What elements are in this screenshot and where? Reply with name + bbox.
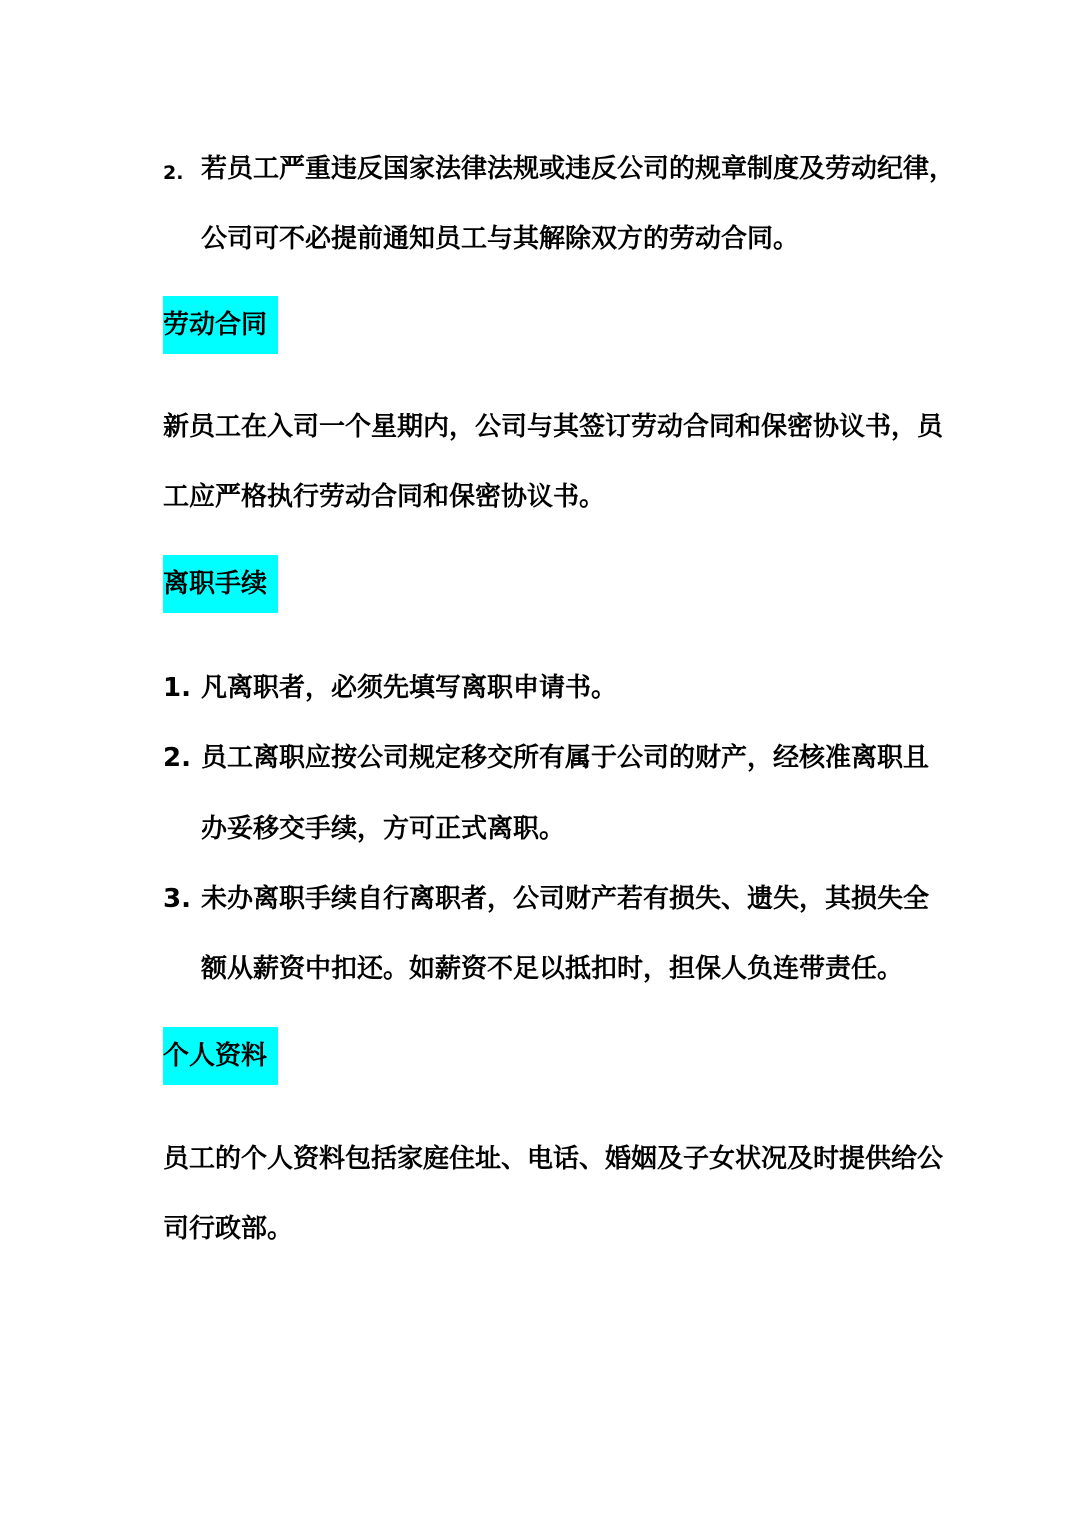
paragraph-line-1: 新员工在入司一个星期内，公司与其签订劳动合同和保密协议书，员 bbox=[163, 412, 944, 442]
section-heading-text: 离职手续 bbox=[163, 569, 268, 599]
paragraph-line-2: 工应严格执行劳动合同和保密协议书。 bbox=[163, 482, 606, 512]
list-item-line: 凡离职者，必须先填写离职申请书。 bbox=[201, 673, 618, 703]
list-item-number: 1. bbox=[163, 673, 191, 703]
paragraph-line-1: 员工的个人资料包括家庭住址、电话、婚姻及子女状况及时提供给公 bbox=[163, 1144, 944, 1174]
list-item-line: 员工离职应按公司规定移交所有属于公司的财产，经核准离职且 bbox=[201, 743, 930, 773]
section-heading-text: 个人资料 bbox=[163, 1041, 268, 1071]
section-heading-resignation bbox=[163, 555, 278, 613]
paragraph-line-2: 司行政部。 bbox=[163, 1214, 294, 1244]
intro-item-line-2: 公司可不必提前通知员工与其解除双方的劳动合同。 bbox=[201, 224, 800, 254]
section-heading-labor-contract bbox=[163, 296, 278, 354]
list-item-number: 3. bbox=[163, 884, 191, 914]
section-heading-personal-info bbox=[163, 1027, 278, 1085]
list-item-number: 2. bbox=[163, 743, 191, 773]
intro-item-number: 2. bbox=[163, 162, 184, 184]
section-heading-text: 劳动合同 bbox=[163, 310, 268, 340]
list-item-line: 未办离职手续自行离职者，公司财产若有损失、遗失，其损失全 bbox=[201, 884, 930, 914]
list-item-line: 额从薪资中扣还。如薪资不足以抵扣时，担保人负连带责任。 bbox=[201, 954, 904, 984]
list-item-line: 办妥移交手续，方可正式离职。 bbox=[201, 814, 566, 844]
intro-item-line-1: 若员工严重违反国家法律法规或违反公司的规章制度及劳动纪律， bbox=[201, 154, 956, 184]
